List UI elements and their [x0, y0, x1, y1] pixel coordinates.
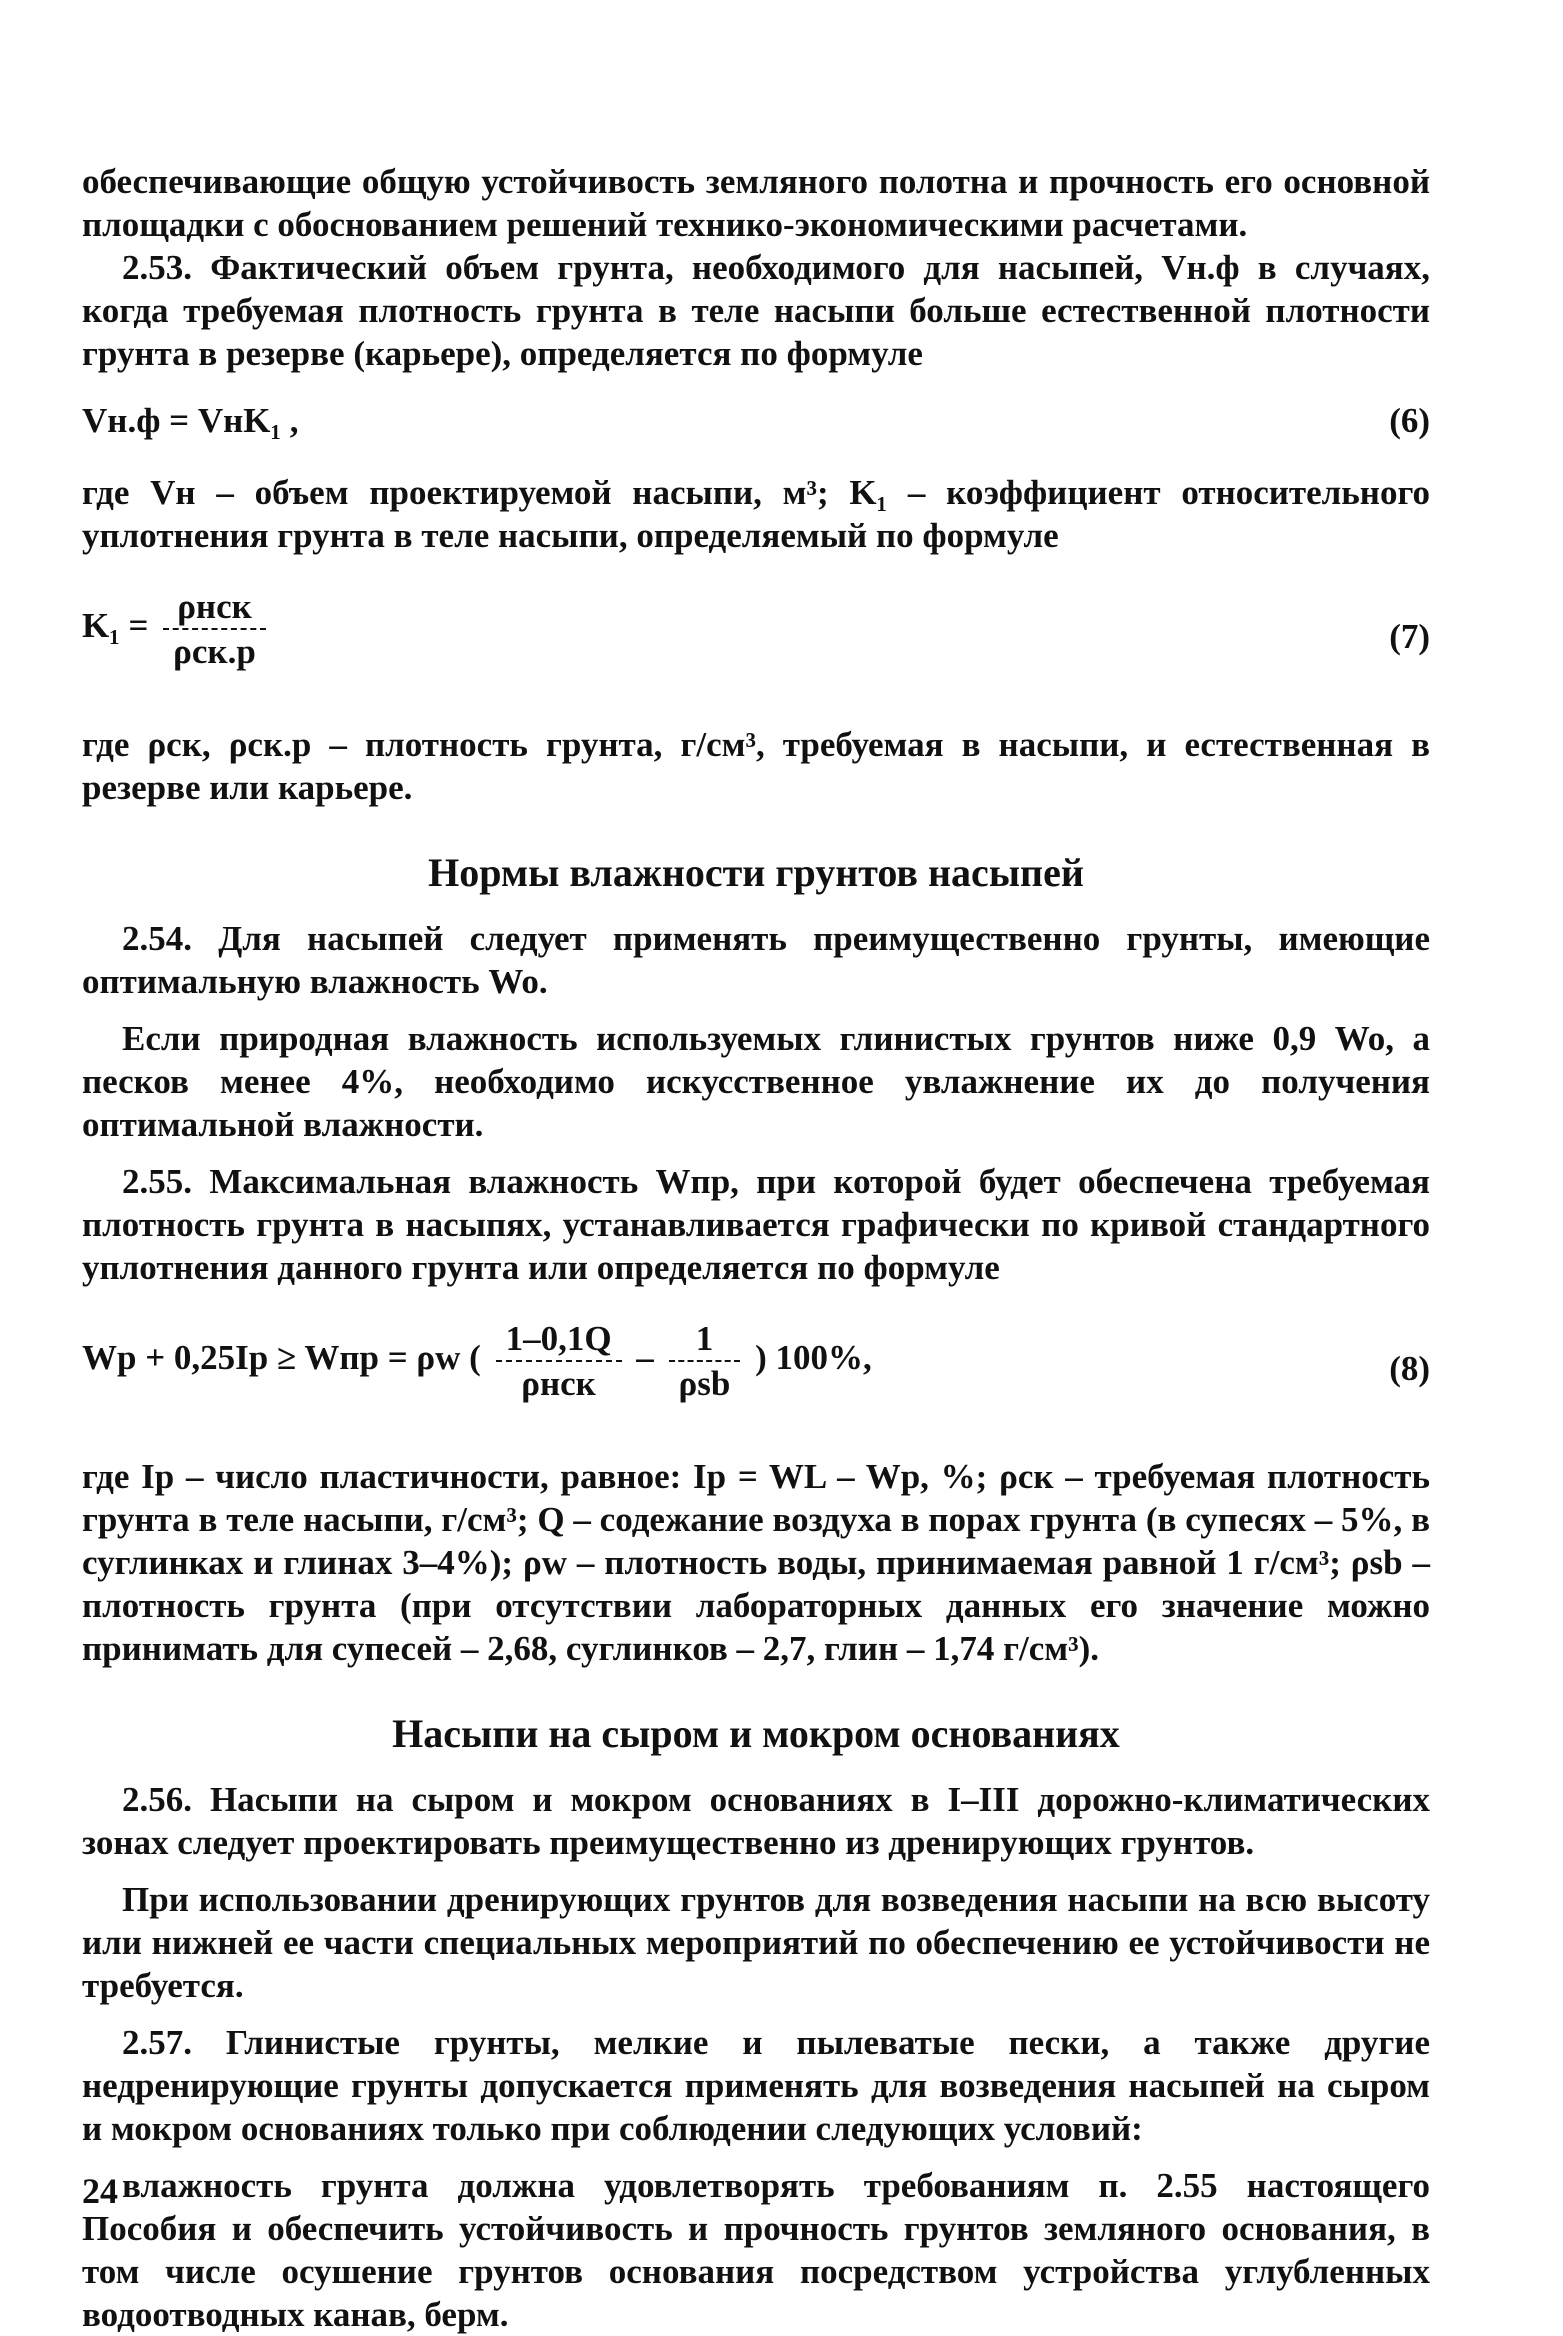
paragraph: где Ip – число пластичности, равное: Ip = WL – Wp, %; ρск – требуемая плотность грунта в теле насыпи, г/см³; Q – содежание воздуха в порах грунта (в супесях – 5%, в суглинках и глинах 3–4%); ρw – плотность воды, принимаемая равной 1 г/см³; ρsb – плотность грунта (при отсутствии лабораторных данных его значение можно принимать для супесей – 2,68, суглинков – 2,7, глин – 1,74 г/см³).: [82, 1457, 1430, 1668]
formula-8-tail: ) 100%,: [755, 1338, 872, 1378]
formula-8-lhs: Wp + 0,25Ip ≥ Wпр = ρw (: [82, 1338, 481, 1378]
paragraph-2-55: 2.55. Максимальная влажность Wпр, при которой будет обеспечена требуемая плотность грунта в насыпях, устанавливается графически по кривой стандартного уплотнения данного грунта или определяется по формуле: [82, 1162, 1430, 1287]
section-heading: Насыпи на сыром и мокром основаниях: [392, 1711, 1120, 1756]
formula-8-expression: [82, 1317, 872, 1405]
formula-6-number: (6): [1389, 401, 1430, 440]
formula-6: [82, 393, 1430, 453]
paragraph-2-53: 2.53. Фактический объем грунта, необходимого для насыпей, Vн.ф в случаях, когда требуемая плотность грунта в теле насыпи больше естественной плотности грунта в резерве (карьере), определяется по формуле: [82, 248, 1430, 373]
document-page: [82, 160, 1430, 2336]
section-heading: Нормы влажности грунтов насыпей: [428, 850, 1084, 895]
formula-8-fraction-2: [669, 1317, 741, 1405]
paragraph-2-56: 2.56. Насыпи на сыром и мокром основаниях в I–III дорожно-климатических зонах следует проектировать преимущественно из дренирующих грунтов.: [82, 1780, 1430, 1862]
formula-7-lhs: K₁ =: [82, 606, 149, 646]
formula-7-fraction: [163, 585, 266, 673]
formula-7-denominator: ρск.р: [173, 632, 256, 671]
formula-8-number: (8): [1389, 1349, 1430, 1388]
paragraph: обеспечивающие общую устойчивость земляного полотна и прочность его основной площадки с обоснованием решений технико-экономическими расчетами.: [82, 162, 1430, 244]
paragraph: где ρск, ρск.р – плотность грунта, г/см³, требуемая в насыпи, и естественная в резерве или карьере.: [82, 725, 1430, 807]
formula-7-number: (7): [1389, 617, 1430, 656]
formula-8-numerator-1: 1–0,1Q: [496, 1317, 622, 1362]
paragraph-2-54: 2.54. Для насыпей следует применять преимущественно грунты, имеющие оптимальную влажность Wo.: [82, 919, 1430, 1001]
formula-7-expression: [82, 585, 272, 673]
formula-8-numerator-2: 1: [669, 1317, 741, 1362]
paragraph: При использовании дренирующих грунтов для возведения насыпи на всю высоту или нижней ее части специальных мероприятий по обеспечению ее устойчивости не требуется.: [82, 1880, 1430, 2005]
paragraph: влажность грунта должна удовлетворять требованиям п. 2.55 настоящего Пособия и обеспечить устойчивость и прочность грунтов земляного основания, в том числе осушение грунтов основания посредством устройства углубленных водоотводных канав, берм.: [82, 2166, 1430, 2334]
formula-7: [82, 575, 1430, 705]
formula-8: [82, 1307, 1430, 1437]
page-number: 24: [82, 2171, 118, 2211]
formula-6-expression: Vн.ф = VнK₁ ,: [82, 401, 299, 440]
formula-7-numerator: ρнск: [163, 585, 266, 630]
paragraph: Если природная влажность используемых глинистых грунтов ниже 0,9 Wo, а песков менее 4%, необходимо искусственное увлажнение их до получения оптимальной влажности.: [82, 1019, 1430, 1144]
formula-8-minus: –: [636, 1338, 654, 1378]
formula-8-denominator-2: ρsb: [678, 1364, 731, 1403]
formula-8-fraction-1: [496, 1317, 622, 1405]
paragraph: где Vн – объем проектируемой насыпи, м³; K₁ – коэффициент относительного уплотнения грунта в теле насыпи, определяемый по формуле: [82, 473, 1430, 555]
paragraph-2-57: 2.57. Глинистые грунты, мелкие и пылеватые пески, а также другие недренирующие грунты допускается применять для возведения насыпей на сыром и мокром основаниях только при соблюдении следующих условий:: [82, 2023, 1430, 2148]
formula-8-denominator-1: ρнск: [521, 1364, 596, 1403]
